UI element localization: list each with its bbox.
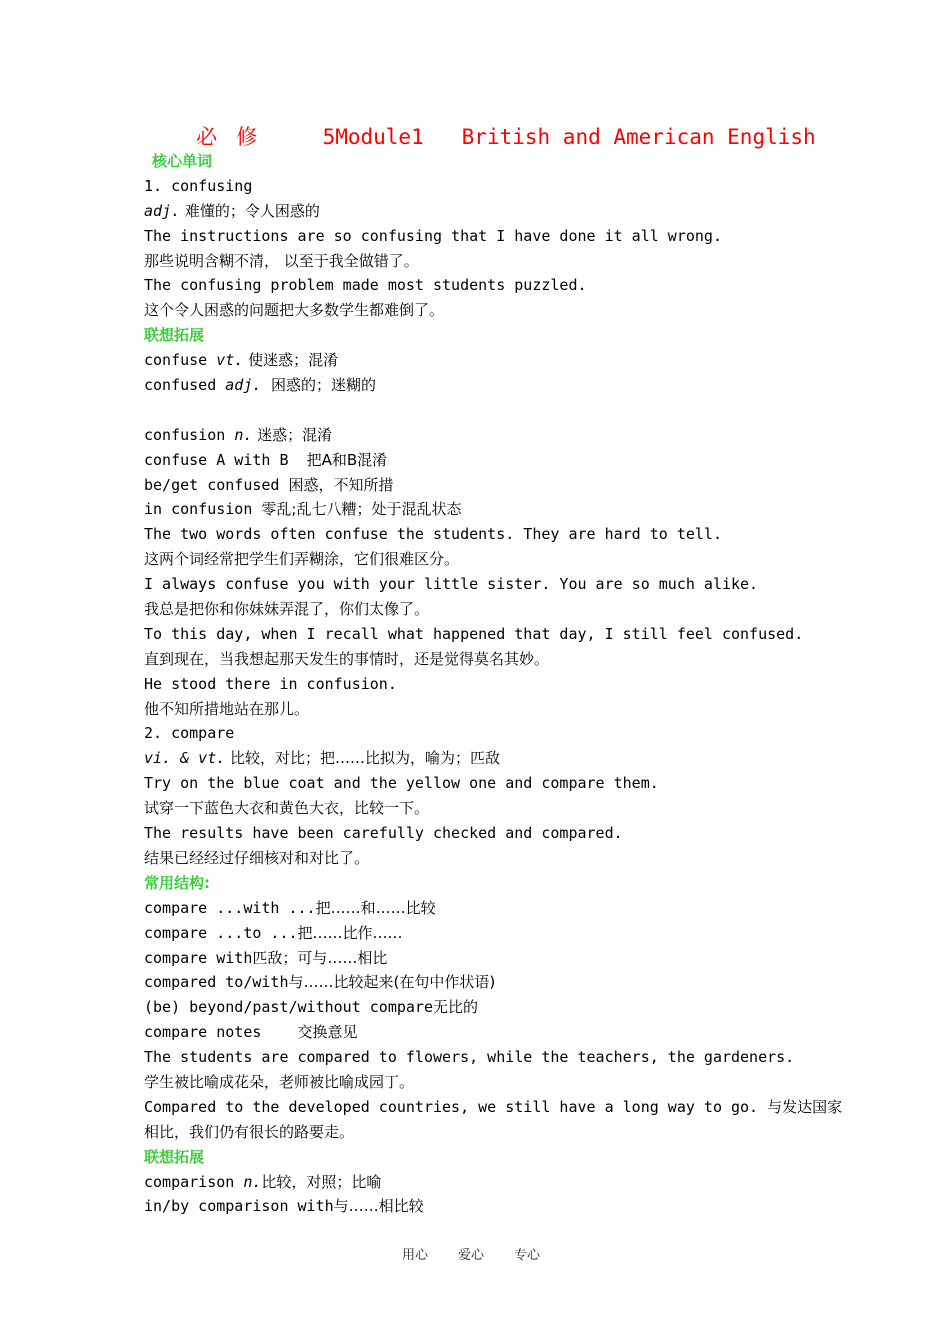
english-line: Try on the blue coat and the yellow one and compare them. — [144, 774, 659, 793]
phrase-line — [144, 946, 834, 971]
english-line: The students are compared to flowers, while the teachers, the gardeners. — [144, 1048, 795, 1067]
page-title — [196, 122, 816, 152]
part-of-speech: n. — [243, 1172, 262, 1191]
related-word-line — [144, 1170, 834, 1195]
english-line: The two words often confuse the students. They are hard to tell. — [144, 525, 722, 544]
chinese-line: 试穿一下蓝色大衣和黄色大衣，比较一下。 — [144, 799, 430, 818]
english-phrase: compare ...with ... — [144, 898, 316, 917]
phrase-line — [144, 473, 834, 498]
chinese-meaning: 匹敌；可与……相比 — [252, 948, 388, 967]
english-line: The results have been carefully checked and compared. — [144, 824, 623, 843]
section-heading: 联想拓展 — [144, 326, 205, 345]
english-phrase: compare with — [144, 948, 253, 967]
english-phrase: be/get confused — [144, 475, 289, 494]
part-of-speech: n. — [234, 425, 253, 444]
english-phrase: compared to/with — [144, 973, 289, 992]
phrase-line — [144, 1020, 834, 1045]
part-of-speech: adj. — [144, 201, 181, 220]
phrase-line — [144, 497, 834, 522]
english-line: The confusing problem made most students puzzled. — [144, 276, 587, 295]
footer-item-3: 专心 — [514, 1248, 541, 1263]
part-of-speech: vt. — [216, 351, 244, 370]
word: confusion — [144, 425, 235, 444]
english-line: 1. confusing — [144, 176, 253, 195]
word: comparison — [144, 1172, 244, 1191]
section-heading: 常用结构: — [144, 873, 210, 892]
chinese-meaning: 无比的 — [432, 998, 478, 1017]
word: confused — [144, 376, 226, 395]
chinese-line: 我总是把你和你妹妹弄混了，你们太像了。 — [144, 600, 430, 619]
phrase-line — [144, 1095, 843, 1120]
chinese-meaning: 与发达国家 — [767, 1097, 843, 1116]
english-line: The instructions are so confusing that I have done it all wrong. — [144, 226, 722, 245]
english-phrase: (be) beyond/past/without compare — [144, 998, 433, 1017]
chinese-line: 直到现在，当我想起那天发生的事情时，还是觉得莫名其妙。 — [144, 649, 550, 668]
blank-line — [144, 398, 834, 423]
english-line: 2. compare — [144, 724, 235, 743]
related-word-line — [144, 348, 834, 373]
chinese-line: 结果已经经过仔细核对和对比了。 — [144, 848, 370, 867]
definition-text: 比较，对比；把……比拟为，喻为；匹敌 — [225, 749, 501, 768]
definition-line — [144, 199, 834, 224]
definition-text: 难懂的；令人困惑的 — [180, 201, 320, 220]
chinese-meaning: 与……比较起来(在句中作状语) — [288, 973, 496, 992]
chinese-meaning: 把……比作…… — [297, 923, 403, 942]
chinese-meaning: 与……相比较 — [333, 1197, 424, 1216]
chinese-meaning: 把A和B混淆 — [306, 450, 388, 469]
phrase-line — [144, 896, 834, 921]
phrase-line — [144, 921, 834, 946]
english-phrase: Compared to the developed countries, we still have a long way to go. — [144, 1097, 768, 1116]
chinese-meaning: 困惑，不知所措 — [288, 475, 394, 494]
english-phrase: in confusion — [144, 500, 262, 519]
english-phrase: compare notes — [144, 1023, 298, 1042]
chinese-line: 他不知所措地站在那儿。 — [144, 699, 310, 718]
part-of-speech: vi. & vt. — [144, 749, 226, 768]
definition-line — [144, 746, 834, 771]
title-chinese: 必 修 — [196, 125, 260, 149]
page-footer — [402, 1246, 540, 1266]
document-body — [144, 149, 843, 1219]
section-heading: 联想拓展 — [144, 1147, 205, 1166]
phrase-line — [144, 1194, 834, 1219]
footer-item-2: 爱心 — [458, 1248, 485, 1263]
word: confuse — [144, 351, 217, 370]
chinese-line: 这两个词经常把学生们弄糊涂，它们很难区分。 — [144, 550, 460, 569]
phrase-line — [144, 970, 834, 995]
chinese-line: 相比，我们仍有很长的路要走。 — [144, 1122, 355, 1141]
chinese-line: 这个令人困惑的问题把大多数学生都难倒了。 — [144, 301, 445, 320]
related-word-line — [144, 423, 834, 448]
english-phrase: compare ...to ... — [144, 923, 298, 942]
english-line: I always confuse you with your little sister. You are so much alike. — [144, 575, 759, 594]
section-heading: 核心单词 — [152, 152, 213, 170]
related-word-line — [144, 373, 834, 398]
chinese-meaning: 零乱;乱七八糟；处于混乱状态 — [261, 500, 462, 519]
phrase-line — [144, 448, 834, 473]
chinese-meaning: 把……和……比较 — [315, 898, 436, 917]
english-phrase: confuse A with B — [144, 450, 307, 469]
english-line: To this day, when I recall what happened that day, I still feel confused. — [144, 624, 804, 643]
part-of-speech: adj. — [225, 376, 262, 395]
definition-text: 使迷惑；混淆 — [243, 351, 339, 370]
english-line: He stood there in confusion. — [144, 674, 397, 693]
definition-text: 困惑的；迷糊的 — [261, 376, 376, 395]
definition-text: 迷惑；混淆 — [252, 425, 333, 444]
chinese-line: 那些说明含糊不清， 以至于我全做错了。 — [144, 251, 419, 270]
chinese-line: 学生被比喻成花朵，老师被比喻成园丁。 — [144, 1072, 415, 1091]
definition-text: 比较，对照；比喻 — [261, 1172, 382, 1191]
title-english: 5Module1 British and American English — [322, 125, 816, 149]
english-phrase: in/by comparison with — [144, 1197, 334, 1216]
phrase-line — [144, 995, 834, 1020]
footer-item-1: 用心 — [402, 1248, 429, 1263]
chinese-meaning: 交换意见 — [297, 1023, 358, 1042]
